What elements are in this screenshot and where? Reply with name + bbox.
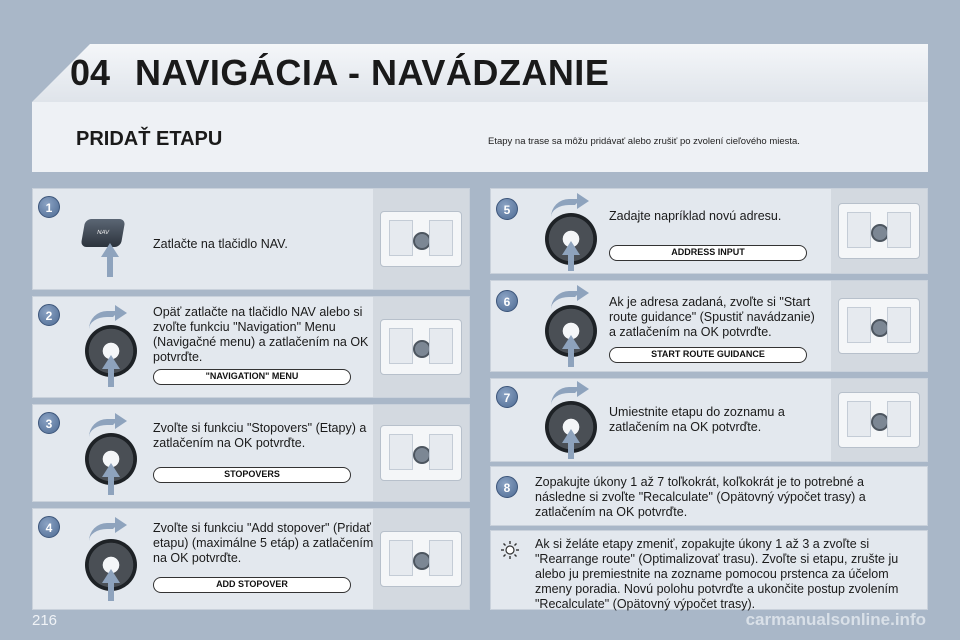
step-8-badge: 8 — [496, 476, 518, 498]
step-5-badge: 5 — [496, 198, 518, 220]
turn-arrow-head-icon — [577, 285, 589, 301]
radio-thumbnail — [373, 189, 469, 289]
step-1-badge: 1 — [38, 196, 60, 218]
tip-panel — [490, 530, 928, 610]
step-6-badge: 6 — [496, 290, 518, 312]
page-title: NAVIGÁCIA - NAVÁDZANIE — [135, 52, 610, 93]
step-4-panel — [32, 508, 470, 610]
step-6-text: Ak je adresa zadaná, zvoľte si "Start route guidance" (Spustiť navádzanie) a zatlačením na OK potvrďte. — [609, 295, 815, 339]
section-title: PRIDAŤ ETAPU — [76, 128, 223, 150]
step-3-panel — [32, 404, 470, 502]
turn-arrow-head-icon — [115, 305, 127, 321]
step-2-panel — [32, 296, 470, 398]
step-2-text: Opäť zatlačte na tlačidlo NAV alebo si zvoľte funkciu "Navigation" Menu (Navigačné menu) a zatlačením na OK potvrďte. — [153, 305, 369, 364]
press-arrow-icon — [107, 255, 113, 277]
step-8-text: Zopakujte úkony 1 až 7 toľkokrát, koľkokrát je to potrebné a následne si zvoľte "Recalculate" (Opätovný výpočet trasy) a zatlačením na OK potvrďte. — [535, 475, 866, 519]
radio-thumbnail — [831, 379, 927, 461]
turn-arrow-head-icon — [115, 517, 127, 533]
press-arrow-icon — [568, 441, 574, 459]
section-note: Etapy na trase sa môžu pridávať alebo zrušiť po zvolení cieľového miesta. — [488, 136, 800, 147]
watermark: carmanualsonline.info — [745, 610, 926, 629]
press-arrow-head-icon — [102, 355, 120, 369]
turn-arrow-head-icon — [115, 413, 127, 429]
press-arrow-head-icon — [562, 241, 580, 255]
sun-icon — [500, 540, 520, 560]
radio-thumbnail — [831, 189, 927, 273]
step-4-badge: 4 — [38, 516, 60, 538]
step-1-text: Zatlačte na tlačidlo NAV. — [153, 237, 288, 251]
press-arrow-head-icon — [101, 243, 119, 257]
press-arrow-icon — [568, 347, 574, 367]
step-7-badge: 7 — [496, 386, 518, 408]
radio-thumbnail — [373, 509, 469, 609]
step-6-panel — [490, 280, 928, 372]
step-6-button: START ROUTE GUIDANCE — [609, 347, 807, 363]
step-2-button: "NAVIGATION" MENU — [153, 369, 351, 385]
step-3-text: Zvoľte si funkciu "Stopovers" (Etapy) a zatlačením na OK potvrďte. — [153, 421, 367, 450]
step-5-text: Zadajte napríklad novú adresu. — [609, 209, 782, 223]
press-arrow-icon — [108, 581, 114, 601]
step-8-panel — [490, 466, 928, 526]
radio-thumbnail — [373, 297, 469, 397]
press-arrow-icon — [108, 475, 114, 495]
press-arrow-icon — [568, 253, 574, 271]
radio-thumbnail — [831, 281, 927, 371]
tip-text: Ak si želáte etapy zmeniť, zopakujte úkony 1 až 3 a zvoľte si "Rearrange route" (Optimalizovať trasu). Zvoľte si etapu, zrušte ju alebo ju premiestnite na zozname pomocou prstenca za účelom zmeny poradia. Novú polohu potvrďte a ukončite postup zvolením "Recalculate" (Opätovný výpočet trasy). — [535, 537, 899, 611]
turn-arrow-head-icon — [577, 381, 589, 397]
press-arrow-head-icon — [562, 335, 580, 349]
press-arrow-head-icon — [102, 569, 120, 583]
step-7-text: Umiestnite etapu do zoznamu a zatlačením na OK potvrďte. — [609, 405, 785, 434]
nav-key-icon: NAV — [81, 219, 126, 247]
step-5-panel — [490, 188, 928, 274]
step-2-badge: 2 — [38, 304, 60, 326]
step-4-button: ADD STOPOVER — [153, 577, 351, 593]
step-1-panel — [32, 188, 470, 290]
step-4-text: Zvoľte si funkciu "Add stopover" (Pridať etapu) (maximálne 5 etáp) a zatlačením na OK potvrďte. — [153, 521, 374, 565]
press-arrow-head-icon — [562, 429, 580, 443]
step-7-panel — [490, 378, 928, 462]
press-arrow-icon — [108, 367, 114, 387]
chapter-number: 04 — [70, 52, 111, 93]
turn-arrow-head-icon — [577, 193, 589, 209]
radio-thumbnail — [373, 405, 469, 501]
step-5-button: ADDRESS INPUT — [609, 245, 807, 261]
step-3-badge: 3 — [38, 412, 60, 434]
press-arrow-head-icon — [102, 463, 120, 477]
page-number: 216 — [32, 612, 58, 629]
step-3-button: STOPOVERS — [153, 467, 351, 483]
